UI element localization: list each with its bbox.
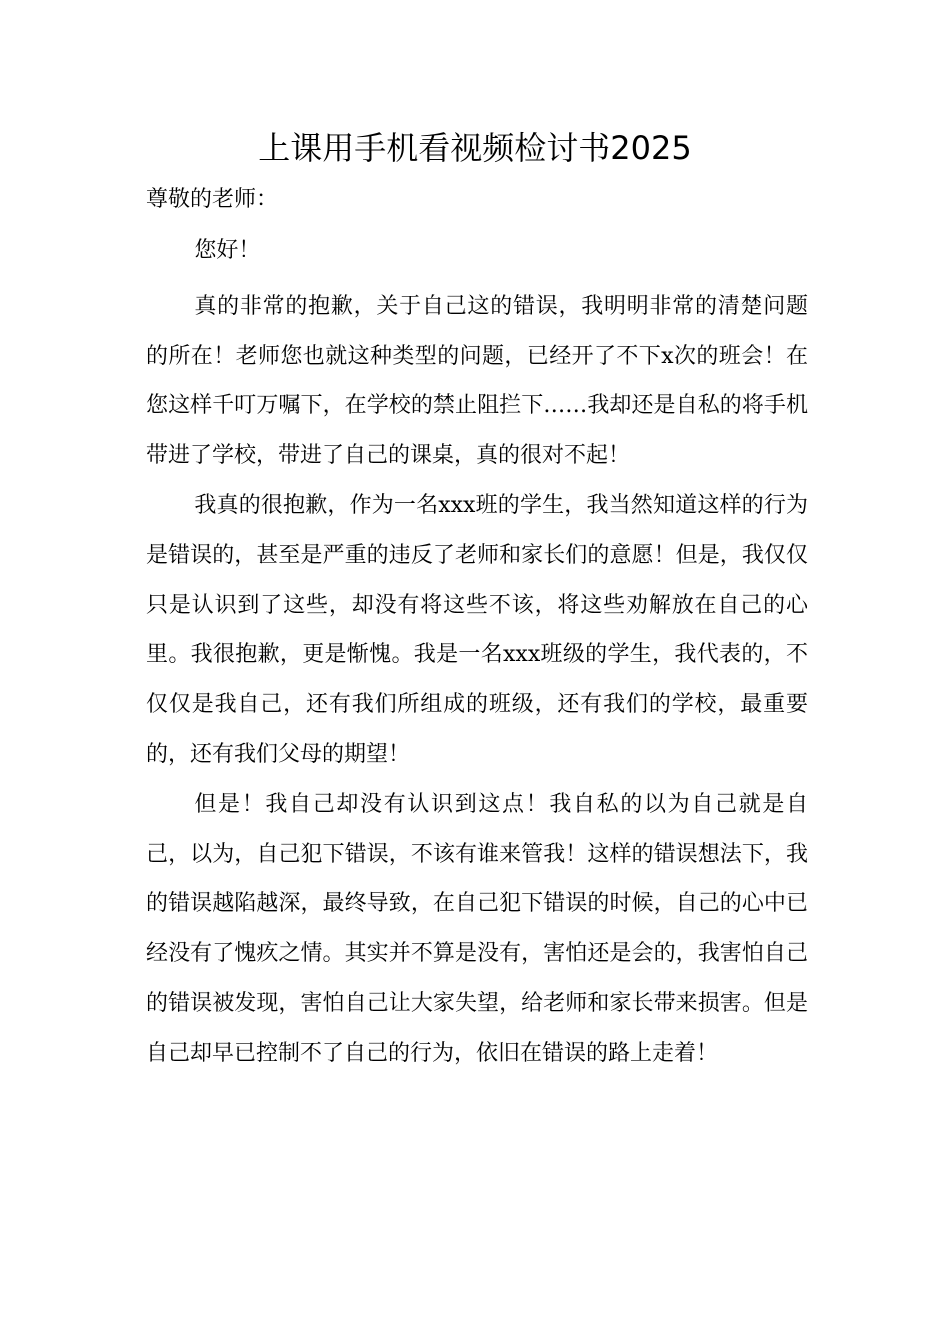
greeting: 您好！ (194, 238, 261, 263)
document-title: 上课用手机看视频检讨书2025 (258, 129, 692, 167)
document-body (146, 226, 808, 1079)
paragraph-1: 真的非常的抱歉，关于自己这的错误，我明明非常的清楚问题的所在！老师您也就这种类型的问题，已经开了不下x次的班会！在您这样千叮万嘱下，在学校的禁止阻拦下……我却还是自私的将手机带进了学校，带进了自己的课桌，真的很对不起！ (146, 293, 808, 469)
paragraph-2: 我真的很抱歉，作为一名xxx班的学生，我当然知道这样的行为是错误的，甚至是严重的违反了老师和家长们的意愿！但是，我仅仅只是认识到了这些，却没有将这些不该，将这些劝解放在自己的心里。我很抱歉，更是惭愧。我是一名xxx班级的学生，我代表的，不仅仅是我自己，还有我们所组成的班级，还有我们的学校，最重要的，还有我们父母的期望！ (146, 492, 808, 767)
salutation: 尊敬的老师： (146, 187, 279, 212)
paragraph-3: 但是！我自己却没有认识到这点！我自私的以为自己就是自己，以为，自己犯下错误，不该有谁来管我！这样的错误想法下，我的错误越陷越深，最终导致，在自己犯下错误的时候，自己的心中已经没有了愧疚之情。其实并不算是没有，害怕还是会的，我害怕自己的错误被发现，害怕自己让大家失望，给老师和家长带来损害。但是自己却早已控制不了自己的行为，依旧在错误的路上走着！ (146, 791, 808, 1066)
